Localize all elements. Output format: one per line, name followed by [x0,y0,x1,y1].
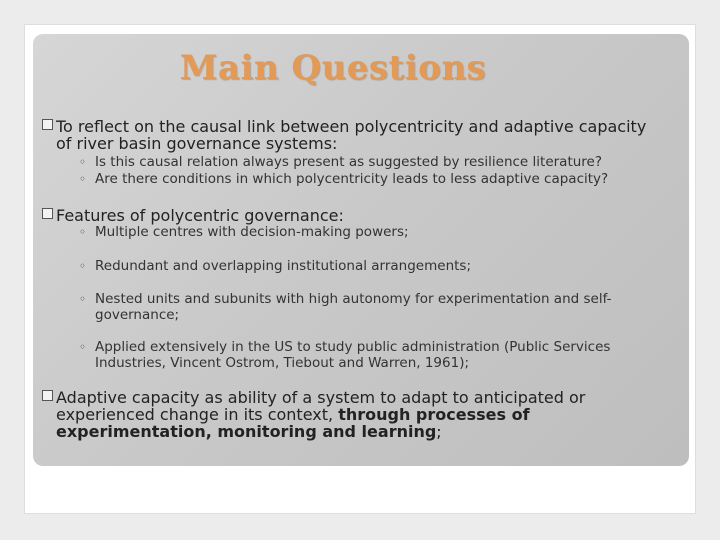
circle-bullet-icon: ◦ [79,292,87,306]
circle-bullet-icon: ◦ [79,225,87,239]
slide-frame [24,24,696,514]
slide-title: Main Questions [179,48,487,88]
circle-bullet-icon: ◦ [79,340,87,354]
bullet-2-text: Features of polycentric governance: [56,206,344,225]
square-bullet-icon [42,208,53,219]
square-bullet-icon [42,119,53,130]
slide-panel: Main Questions To reflect on the causal link between polycentricity and adaptive capacity of river basin governance systems: ◦ Is this causal relation always present as suggested by resilience literature? ◦ Are there conditions in which polycentricity leads to less adaptive capacity? Features of polycentric governance: ◦ Multiple centres with decision-making powers; ◦ Redundant and overlapping institutional arrangements; ◦ Nested units and subunits with high autonomy for experimentation and self-governance; ◦ Applied extensively in the US to study public administration (Public Services Industries, Vincent Ostrom, Tiebout and Warren, 1961); Adaptive capacity as ability of a system to adapt to anticipated or experienced change in its context, through processes of experimentation, monitoring and learning; [33,34,689,466]
bullet-3-text: Adaptive capacity as ability of a system to adapt to anticipated or experienced change in its context, through processes of experimentation, monitoring and learning; [56,388,586,441]
circle-bullet-icon: ◦ [79,259,87,273]
bullet-3-bold-text: through processes of experimentation, monitoring and learning [56,405,530,441]
circle-bullet-icon: ◦ [79,155,87,169]
circle-bullet-icon: ◦ [79,172,87,186]
bullet-1-text: To reflect on the causal link between polycentricity and adaptive capacity of river basin governance systems: [56,117,647,153]
square-bullet-icon [42,390,53,401]
